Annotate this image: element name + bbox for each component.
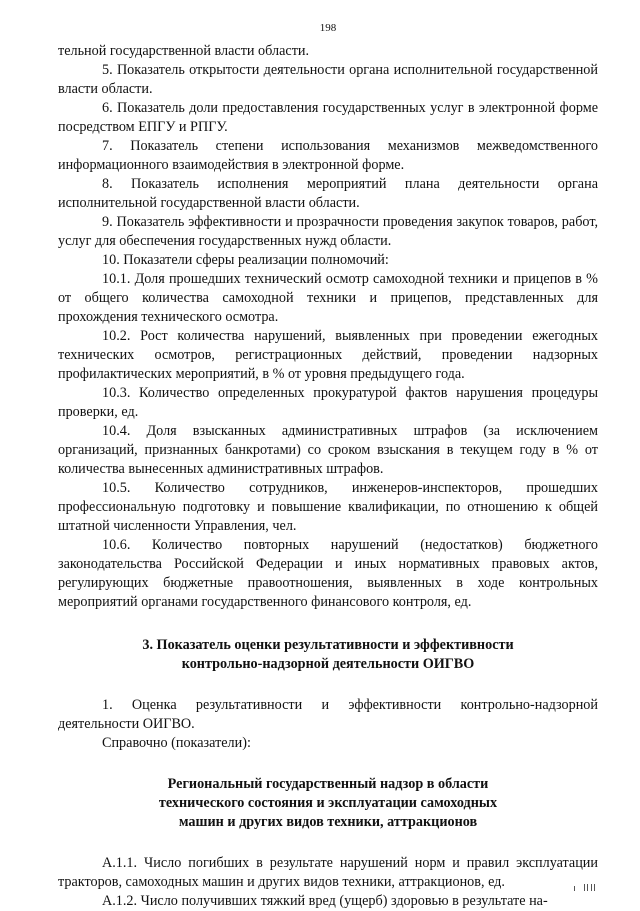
indicator-item-7: 7. Показатель степени использования механизмов межведомственного информационного взаимодействия в электронной форме. (58, 138, 598, 173)
indicator-item-a-1-1: А.1.1. Число погибших в результате нарушений норм и правил эксплуатации тракторов, самоходных машин и других видов техники, аттракционов, ед. (58, 855, 598, 890)
indicator-item-9: 9. Показатель эффективности и прозрачности проведения закупок товаров, работ, услуг для обеспечения государственных нужд области. (58, 214, 598, 249)
document-body (58, 42, 598, 911)
section-heading-line-2: контрольно-надзорной деятельности ОИГВО (181, 656, 475, 672)
continued-paragraph: тельной государственной власти области. (58, 43, 310, 59)
indicator-item-10: 10. Показатели сферы реализации полномочий: (102, 252, 389, 268)
indicator-item-10-4: 10.4. Доля взысканных административных штрафов (за исключением организаций, признанных банкротами) со сроком взыскания в текущем году в % от количества вынесенных административных штрафов. (58, 423, 598, 477)
scan-artifact-mark (574, 883, 602, 891)
indicator-item-10-6: 10.6. Количество повторных нарушений (недостатков) бюджетного законодательства Российской Федерации и иных нормативных правовых актов, регулирующих бюджетные правоотношения, выявленных в ходе контрольных мероприятий органами государственного финансового контроля, ед. (58, 537, 598, 610)
section-heading (58, 636, 598, 674)
page-number: 198 (319, 22, 337, 34)
subsection-heading-line-2: технического состояния и эксплуатации самоходных (158, 795, 498, 811)
indicator-item-10-1: 10.1. Доля прошедших технический осмотр самоходной техники и прицепов в % от общего количества самоходной техники и прицепов, представленных для прохождения технического осмотра. (58, 271, 598, 325)
section-heading-line-1: 3. Показатель оценки результативности и эффективности (142, 637, 514, 653)
indicator-item-a-1-2: А.1.2. Число получивших тяжкий вред (ущерб) здоровью в результате на- (102, 893, 548, 909)
indicator-item-6: 6. Показатель доли предоставления государственных услуг в электронной форме посредством ЕПГУ и РПГУ. (58, 100, 598, 135)
indicator-item-10-2: 10.2. Рост количества нарушений, выявленных при проведении ежегодных технических осмотров, регистрационных действий, проведении надзорных профилактических мероприятий, в % от уровня предыдущего года. (58, 328, 598, 382)
subsection-heading-line-3: машин и других видов техники, аттракционов (178, 814, 478, 830)
indicator-item-10-3: 10.3. Количество определенных прокуратурой фактов нарушения процедуры проверки, ед. (58, 385, 598, 420)
subsection-heading (58, 775, 598, 832)
section-paragraph-1: 1. Оценка результативности и эффективности контрольно-надзорной деятельности ОИГВО. (58, 697, 598, 732)
indicator-item-8: 8. Показатель исполнения мероприятий плана деятельности органа исполнительной государственной власти области. (58, 176, 598, 211)
subsection-heading-line-1: Региональный государственный надзор в области (167, 776, 489, 792)
indicator-item-10-5: 10.5. Количество сотрудников, инженеров-инспекторов, прошедших профессиональную подготовку и повышение квалификации, по отношению к общей штатной численности Управления, чел. (58, 480, 598, 534)
section-paragraph-reference: Справочно (показатели): (102, 735, 251, 751)
indicator-item-5: 5. Показатель открытости деятельности органа исполнительной государственной власти области. (58, 62, 598, 97)
